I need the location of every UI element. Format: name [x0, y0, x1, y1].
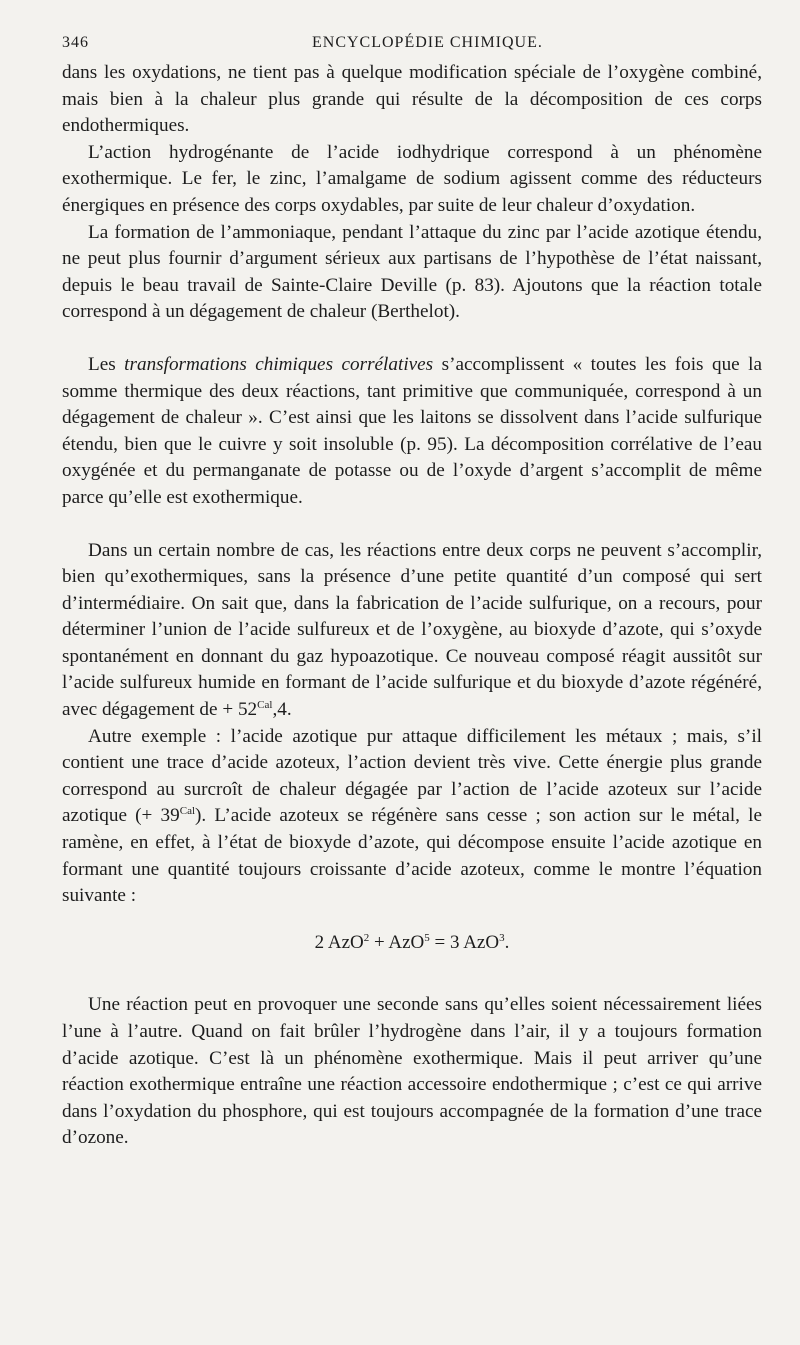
paragraph-4-rest: s’accomplissent « toutes les fois que la somme thermique des deux réactions, tant primitive que communiquée, correspond à un dégagement de chaleur ». C’est ainsi que les laitons se dissolvent dans l’acide sulfurique étendu, bien que le cuivre y soit insoluble (p. 95). La décomposition corrélative de l’eau oxygénée et du permanganate de potasse ou de l’oxyde d’argent s’accomplit de même parce qu’elle est exothermique. [62, 353, 762, 508]
paragraph-4 [62, 352, 762, 512]
equation-sup-1: 2 [363, 931, 370, 944]
paragraph-5-end: ,4. [272, 699, 292, 721]
page-header [62, 34, 758, 54]
equation-sup-2: 5 [424, 931, 430, 944]
paragraph-5 [62, 538, 762, 724]
paragraph-2: L’action hydrogénante de l’acide iodhydrique correspond à un phénomène exothermique. Le fer, le zinc, l’amalgame de sodium agissent comme des réducteurs énergiques en présence des corps oxydables, par suite de leur chaleur d’oxydation. [62, 141, 762, 216]
equation-term-2: + AzO [369, 931, 425, 953]
paragraph-3: La formation de l’ammoniaque, pendant l’attaque du zinc par l’acide azotique étendu, ne peut plus fournir d’argument sérieux aux partisans de l’hypothèse de l’état naissant, depuis le beau travail de Sainte-Claire Deville (p. 83). Ajoutons que la réaction totale correspond à un dégagement de chaleur (Berthelot). [62, 221, 762, 323]
equation-term-4: . [504, 931, 510, 953]
paragraph-6 [62, 724, 762, 910]
chemical-equation [62, 930, 762, 957]
page-number: 346 [62, 34, 89, 51]
running-title: ENCYCLOPÉDIE CHIMIQUE. [312, 34, 543, 51]
body-text [62, 60, 762, 1152]
paragraph-6-unit-sup: Cal [179, 805, 196, 818]
paragraph-6-start: Autre exemple : l’acide azotique pur attaque difficilement les métaux ; mais, s’il contient une trace d’acide azoteux, l’action devient très vive. Cette énergie plus grande correspond au surcroît de chaleur dégagée par l’action de l’acide azoteux sur l’acide azotique (+ 39 [62, 725, 762, 827]
paragraph-4-start: Les [88, 353, 125, 375]
paragraph-4-italic-term: transformations chimiques corrélatives [124, 353, 434, 375]
paragraph-5-main: Dans un certain nombre de cas, les réactions entre deux corps ne peuvent s’accomplir, bien qu’exothermiques, sans la présence d’une petite quantité d’un composé qui sert d’intermédiaire. On sait que, dans la fabrication de l’acide sulfurique, on a recours, pour déterminer l’union de l’acide sulfureux et de l’oxygène, au bioxyde d’azote, qui s’oxyde spontanément en donnant du gaz hypoazotique. Ce nouveau composé réagit aussitôt sur l’acide sulfureux humide en formant de l’acide sulfurique et du bioxyde d’azote régénéré, avec dégagement de + 52 [62, 539, 762, 721]
paragraph-1: dans les oxydations, ne tient pas à quelque modification spéciale de l’oxygène combiné, mais bien à la chaleur plus grande qui résulte de la décomposition de ces corps endothermiques. [62, 62, 762, 137]
paragraph-5-unit-sup: Cal [257, 699, 273, 712]
paragraph-7: Une réaction peut en provoquer une seconde sans qu’elles soient nécessairement liées l’une à l’autre. Quand on fait brûler l’hydrogène dans l’air, il y a toujours formation d’acide azotique. C’est là un phénomène exothermique. Mais il peut arriver qu’une réaction exothermique entraîne une réaction accessoire endothermique ; c’est ce qui arrive dans l’oxydation du phosphore, qui est toujours accompagnée de la formation d’une trace d’ozone. [62, 994, 762, 1149]
equation-term-3: = 3 AzO [429, 931, 500, 953]
equation-sup-3: 3 [499, 931, 505, 944]
equation-term-1: 2 AzO [314, 931, 364, 953]
paragraph-6-end: ). L’acide azoteux se régénère sans cesse ; son action sur le métal, le ramène, en effet, à l’état de bioxyde d’azote, qui décompose ensuite l’acide azotique en formant une quantité toujours croissante d’acide azoteux, comme le montre l’équation suivante : [62, 805, 762, 907]
